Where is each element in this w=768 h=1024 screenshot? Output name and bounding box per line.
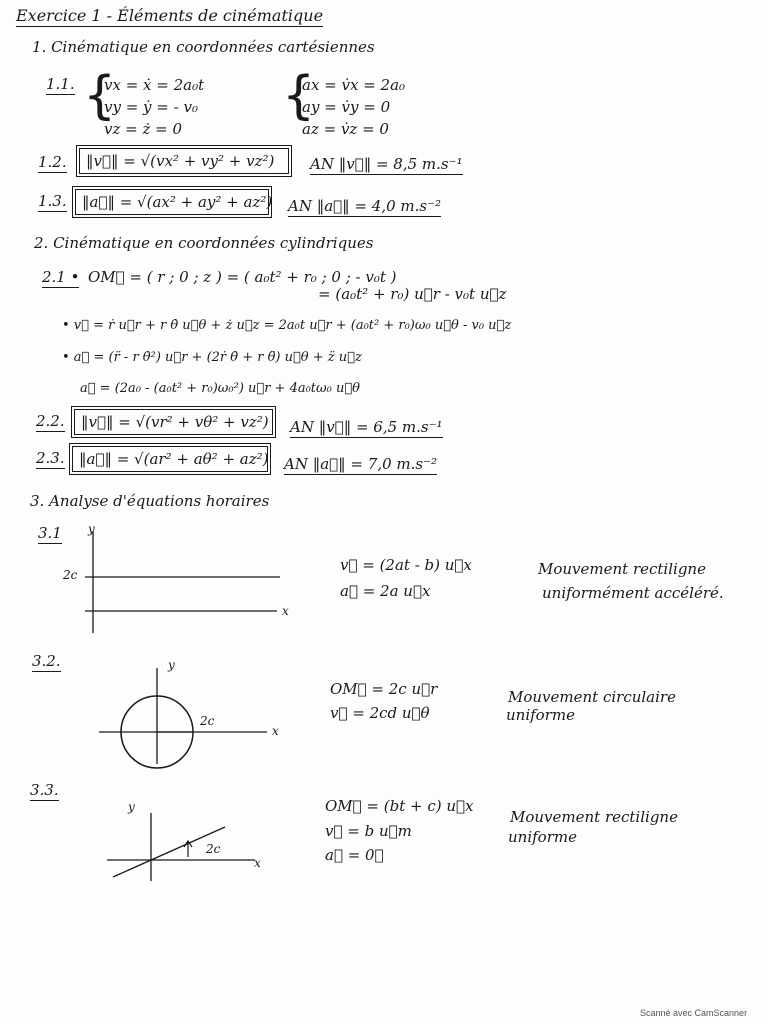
q23-label: 2.3. [36,449,65,467]
part1-heading: 1. Cinématique en coordonnées cartésiennes [32,38,375,56]
q31-axis-x: x [282,604,289,618]
a-line-x: ax = v̇x = 2a₀ [302,76,406,94]
q32-desc1: Mouvement circulaire [508,688,676,706]
q32-axis-x: x [272,724,279,738]
q21-accel-1: • a⃗ = (r̈ - r θ̇²) u⃗r + (2ṙ θ̇ + r θ̈) u⃗θ + z̈ u⃗z [62,350,362,365]
q33-eq1: OM⃗ = (bt + c) u⃗x [325,797,474,815]
brace-a: { [282,66,316,126]
a-line-z: az = v̇z = 0 [302,120,389,138]
q31-eq2: a⃗ = 2a u⃗x [340,582,431,600]
q33-label: 3.3. [30,781,59,799]
v-line-x: vx = ẋ = 2a₀t [104,76,205,94]
q33-axis-y: y [128,800,135,814]
q32-label: 3.2. [32,652,61,670]
q13-an: AN ‖a⃗‖ = 4,0 m.s⁻² [288,197,442,215]
q22-formula: ‖v⃗‖ = √(vr² + vθ² + vz²) [74,409,273,435]
q33-eq3: a⃗ = 0⃗ [325,846,384,864]
a-line-y: ay = v̇y = 0 [302,98,391,116]
q32-axis-y: y [168,658,175,672]
q31-eq1: v⃗ = (2at - b) u⃗x [340,556,472,574]
q21-om: OM⃗ = ( r ; 0 ; z ) = ( a₀t² + r₀ ; 0 ; - v₀t ) [88,268,397,286]
q32-eq1: OM⃗ = 2c u⃗r [330,680,438,698]
v-line-y: vy = ẏ = - v₀ [104,98,198,116]
q32-eq2: v⃗ = 2cd u⃗θ [330,704,430,722]
q13-label: 1.3. [38,192,67,210]
q32-graph [95,660,280,770]
v-line-z: vz = ż = 0 [104,120,183,138]
page-title: Exercice 1 - Éléments de cinématique [16,6,324,25]
q12-formula: ‖v⃗‖ = √(vx² + vy² + vz²) [79,148,289,174]
q21-om-result: = (a₀t² + r₀) u⃗r - v₀t u⃗z [318,285,507,303]
q33-slope-label: 2c [206,842,221,856]
q22-label: 2.2. [36,412,65,430]
q21-accel-2: a⃗ = (2a₀ - (a₀t² + r₀)ω₀²) u⃗r + 4a₀tω₀ u⃗θ [80,381,360,396]
q32-radius-label: 2c [200,714,215,728]
q11-label: 1.1. [46,75,75,93]
q32-desc2: uniforme [506,706,575,724]
q31-desc2: uniformément accéléré. [542,584,724,602]
part2-heading: 2. Cinématique en coordonnées cylindriques [34,234,374,252]
q31-desc1: Mouvement rectiligne [538,560,706,578]
q13-formula: ‖a⃗‖ = √(ax² + ay² + az²) [75,189,269,215]
part3-heading: 3. Analyse d'équations horaires [30,492,270,510]
q12-an: AN ‖v⃗‖ = 8,5 m.s⁻¹ [310,155,463,173]
q23-formula: ‖a⃗‖ = √(ar² + aθ² + az²) [72,446,268,472]
q33-eq2: v⃗ = b u⃗m [325,822,412,840]
q31-axis-y: y [88,522,95,536]
q21-label: 2.1 • [42,268,80,286]
q22-an: AN ‖v⃗‖ = 6,5 m.s⁻¹ [290,418,443,436]
q33-axis-x: x [254,856,261,870]
q31-graph [55,525,305,640]
q33-desc1: Mouvement rectiligne [510,808,678,826]
q31-label: 3.1 [38,524,62,542]
scanner-footer: Scanné avec CamScanner [640,1008,748,1018]
q33-desc2: uniforme [508,828,577,846]
q21-velocity: • v⃗ = ṙ u⃗r + r θ̇ u⃗θ + ż u⃗z = 2a₀t u⃗r + (a₀t² + r₀)ω₀ u⃗θ - v₀ u⃗z [62,318,512,333]
q31-level-label: 2c [63,568,78,582]
q12-label: 1.2. [38,153,67,171]
brace-v: { [83,66,117,126]
q33-graph [105,805,265,885]
q23-an: AN ‖a⃗‖ = 7,0 m.s⁻² [284,455,438,473]
